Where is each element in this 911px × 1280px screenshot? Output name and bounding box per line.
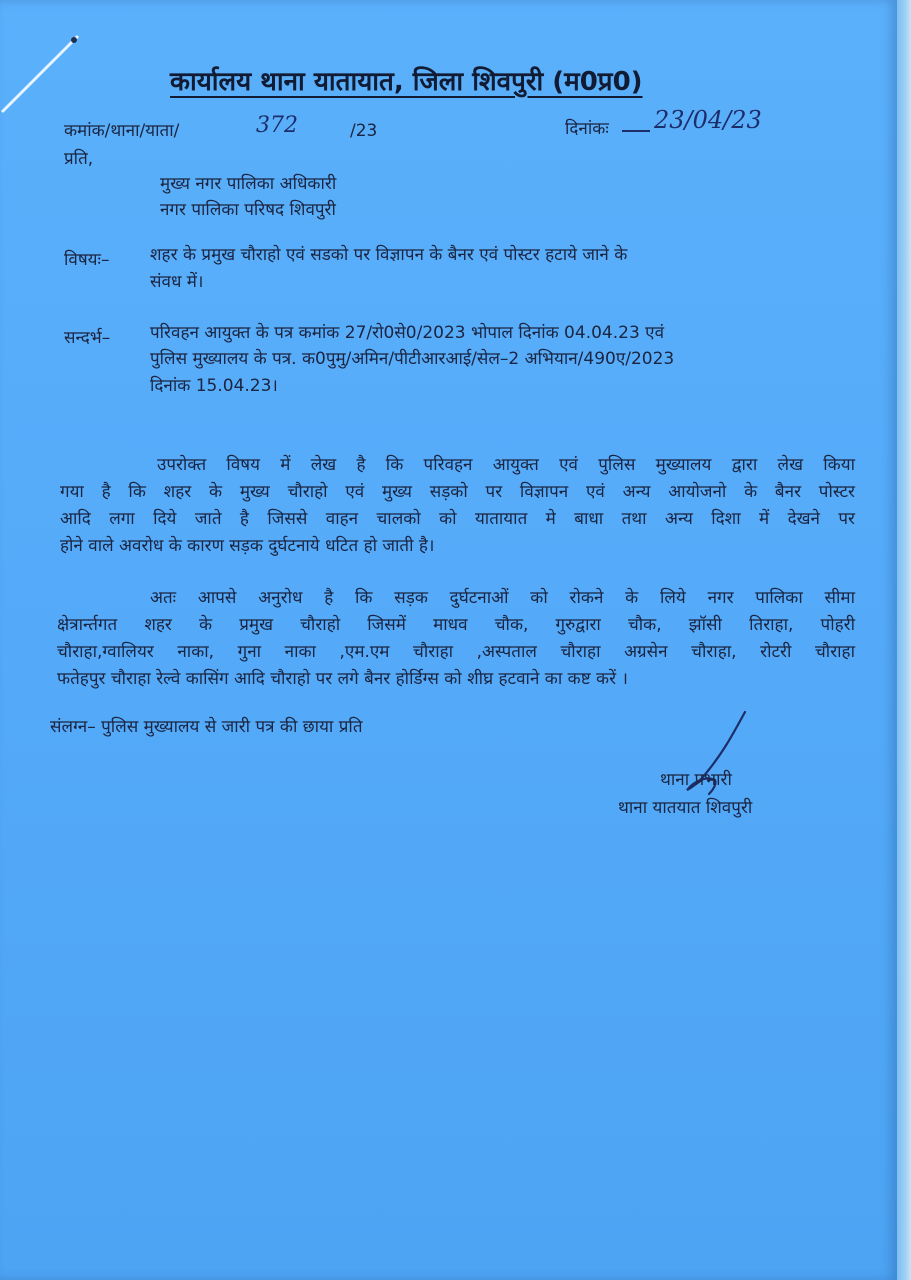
subject-line-1: शहर के प्रमुख चौराहो एवं सडको पर विज्ञापन के बैनर एवं पोस्टर हटाये जाने के	[150, 245, 628, 265]
enclosure-note: संलग्न– पुलिस मुख्यालय से जारी पत्र की छाया प्रति	[50, 717, 363, 737]
ref-prefix: कमांक/थाना/याता/	[64, 121, 180, 141]
reference-label: सन्दर्भ–	[64, 328, 111, 348]
p2-line-4: फतेहपुर चौराहा रेल्वे कासिंग आदि चौराहो पर लगे बैनर होर्डिग्स को शीघ्र हटवाने का कष्ट करें ।	[57, 669, 628, 689]
date-handwritten: 23/04/23	[654, 106, 762, 134]
p1-line-3: आदि लगा दिये जाते है जिससे वाहन चालको को यातायात मे बाधा तथा अन्य दिशा में देखने पर	[60, 509, 855, 529]
body-paragraph-1	[60, 452, 855, 560]
signatory-office: थाना यातयात शिवपुरी	[618, 798, 753, 818]
page-title: कार्यालय थाना यातायात, जिला शिवपुरी (म0प्र0)	[170, 67, 643, 97]
date-dash	[622, 130, 650, 132]
body-paragraph-2	[57, 585, 855, 693]
p2-line-2: क्षेत्रार्न्तगत शहर के प्रमुख चौराहो जिसमें माधव चौक, गुरुद्वारा चौक, झॉसी तिराहा, पोहरी	[57, 615, 855, 635]
to-label: प्रति,	[64, 149, 94, 169]
reference-line-1: परिवहन आयुक्त के पत्र कमांक 27/रो0से0/2023 भोपाल दिनांक 04.04.23 एवं	[150, 323, 665, 343]
reference-line-3: दिनांक 15.04.23।	[150, 376, 278, 396]
p2-line-1: अतः आपसे अनुरोध है कि सड़क दुर्घटनाओं को रोकने के लिये नगर पालिका सीमा	[150, 588, 855, 608]
recipient-line-2: नगर पालिका परिषद शिवपुरी	[160, 200, 336, 220]
ref-number-handwritten: 372	[256, 113, 298, 138]
ref-year: /23	[350, 121, 378, 141]
reference-line-2: पुलिस मुख्यालय के पत्र. क0पुमु/अमिन/पीटीआरआई/सेल–2 अभियान/490ए/2023	[150, 349, 675, 369]
recipient-line-1: मुख्य नगर पालिका अधिकारी	[160, 174, 337, 194]
subject-line-2: संवध में।	[150, 272, 204, 292]
p2-line-3: चौराहा,ग्वालियर नाका, गुना नाका ,एम.एम चौराहा ,अस्पताल चौराहा अग्रसेन चौराहा, रोटरी चौराहा	[57, 642, 855, 662]
signatory-title: थाना प्रभारी	[660, 770, 732, 790]
p1-line-4: होने वाले अवरोध के कारण सड़क दुर्घटनाये धटित हो जाती है।	[60, 536, 435, 556]
date-label: दिनांकः	[565, 119, 609, 139]
subject-label: विषयः–	[64, 250, 110, 270]
staple-mark	[0, 30, 90, 120]
p1-line-2: गया है कि शहर के मुख्य चौराहो एवं मुख्य सड़को पर विज्ञापन एवं अन्य आयोजनो के बैनर पोस्टर	[60, 482, 855, 502]
paper-edge	[897, 0, 911, 1280]
p1-line-1: उपरोक्त विषय में लेख है कि परिवहन आयुक्त एवं पुलिस मुख्यालय द्वारा लेख किया	[157, 455, 855, 475]
